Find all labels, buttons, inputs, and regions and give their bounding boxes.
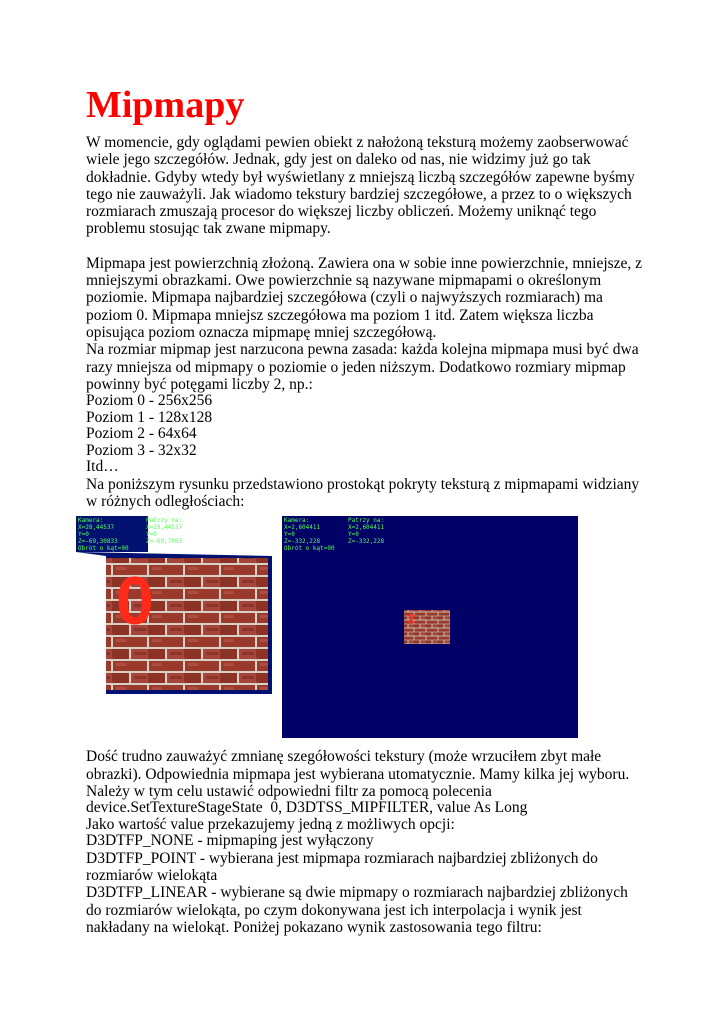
level-2-line: Poziom 2 - 64x64: [86, 425, 197, 443]
mip-selection-paragraph: Dość trudno zauważyć zmnianę szegółowości tekstury (może wrzuciłem zbyt małe obrazki). Odpowiednia mipmapa jest wybierana utomatycznie. Mamy kilka jej wyboru. Należy w tym celu ustawić odpowiedni filtr za pomocą polecenia: [86, 748, 630, 800]
code-line: device.SetTextureStageState 0, D3DTSS_MIPFILTER, value As Long: [86, 799, 528, 817]
hud-lookat-x: X=28,44537: [146, 524, 183, 532]
hud-camera-z: Z=-69,30833: [78, 538, 118, 546]
options-intro-line: Jako wartość value przekazujemy jedną z możliwych opcji:: [86, 815, 455, 833]
page-title: Mipmapy: [86, 84, 245, 126]
option-none-line: D3DTFP_NONE - mipmaping jest wyłączony: [86, 832, 374, 850]
far-view-screenshot: [282, 516, 578, 738]
hud-lookat-x: X=2,604411: [348, 524, 385, 532]
mipmap-size-rule-paragraph: Na rozmiar mipmap jest narzucona pewna zasada: każda kolejna mipmapa musi być dwa razy mniejsza od mipmapy o poziomie o jeden niższym. Dodatkowo rozmiary mipmap powinny być potęgami liczby 2, np.:: [86, 341, 639, 393]
hud-camera-y: Y=0: [284, 531, 295, 539]
document-page: [78, 82, 646, 936]
hud-camera-label: Kamera:: [284, 517, 310, 525]
hud-camera-label: Kamera:: [78, 517, 104, 525]
option-linear-paragraph: D3DTFP_LINEAR - wybierane są dwie mipmapy o rozmiarach najbardziej zbliżonych do rozmiarów wielokąta, po czym dokonywana jest ich interpolacja i wynik jest nakładany na wielokąt. Poniżej pokazano wynik zastosowania tego filtru:: [86, 884, 628, 936]
mip-level-label: 0: [116, 563, 154, 640]
mip-level-label: 2: [408, 611, 416, 627]
intro-paragraph: W momencie, gdy oglądami pewien obiekt z nałożoną teksturą możemy zaobserwować wiele jego szczegółów. Jednak, gdy jest on daleko od nas, nie widzimy już go tak dokładnie. Gdyby wtedy był wyświetlany z mniejszą liczbą szczegółów zapewne byśmy tego nie zauważyli. Jak wiadomo tekstury bardziej szczegółowe, a przez to o większych rozmiarach zmuszają procesor do większej liczby obliczeń. Możemy uniknąć tego problemu stosując tak zwane mipmapy.: [86, 134, 635, 238]
hud-lookat-label: Patrzy na:: [146, 517, 183, 525]
hud-lookat-y: Y=0: [146, 531, 157, 539]
hud-lookat-z: Z=-332,228: [348, 538, 385, 546]
figure-intro-paragraph: Na poniższym rysunku przedstawiono prostokąt pokryty teksturą z mipmapami widziany w różnych odległościach:: [86, 475, 640, 510]
hud-rotation: Obrót o kąt=90: [284, 545, 335, 553]
hud-camera-x: X=28,44537: [78, 524, 115, 532]
hud-camera-x: X=2,604411: [284, 524, 321, 532]
level-3-line: Poziom 3 - 32x32: [86, 441, 197, 459]
hud-lookat-z: Z=-69,7083: [146, 538, 183, 546]
hud-rotation: Obrót o kąt=90: [78, 545, 129, 553]
hud-camera-z: Z=-332,228: [284, 538, 321, 546]
mipmap-definition-paragraph: Mipmapa jest powierzchnią złożoną. Zawiera ona w sobie inne powierzchnie, mniejsze, z mniejszymi obrazkami. Owe powierzchnie są nazywane mipmapami o określonym poziomie. Mipmapa najbardziej szczegółowa (czyli o najwyższych rozmiarach) ma poziom 0. Mipmapa mniejsz szczegółowa ma poziom 1 itd. Zatem większa liczba opisująca poziom oznacza mipmapę mniej szczegółową.: [86, 254, 643, 341]
hud-lookat-label: Patrzy na:: [348, 517, 385, 525]
level-0-line: Poziom 0 - 256x256: [86, 392, 213, 410]
hud-camera-y: Y=0: [78, 531, 89, 539]
level-1-line: Poziom 1 - 128x128: [86, 408, 213, 426]
option-point-paragraph: D3DTFP_POINT - wybierana jest mipmapa rozmiarach najbardziej zbliżonych do rozmiarów wielokąta: [86, 849, 598, 884]
near-view-screenshot: [76, 516, 272, 694]
figures-row: [76, 516, 646, 748]
hud-lookat-y: Y=0: [348, 531, 359, 539]
level-etc-line: Itd…: [86, 458, 119, 476]
